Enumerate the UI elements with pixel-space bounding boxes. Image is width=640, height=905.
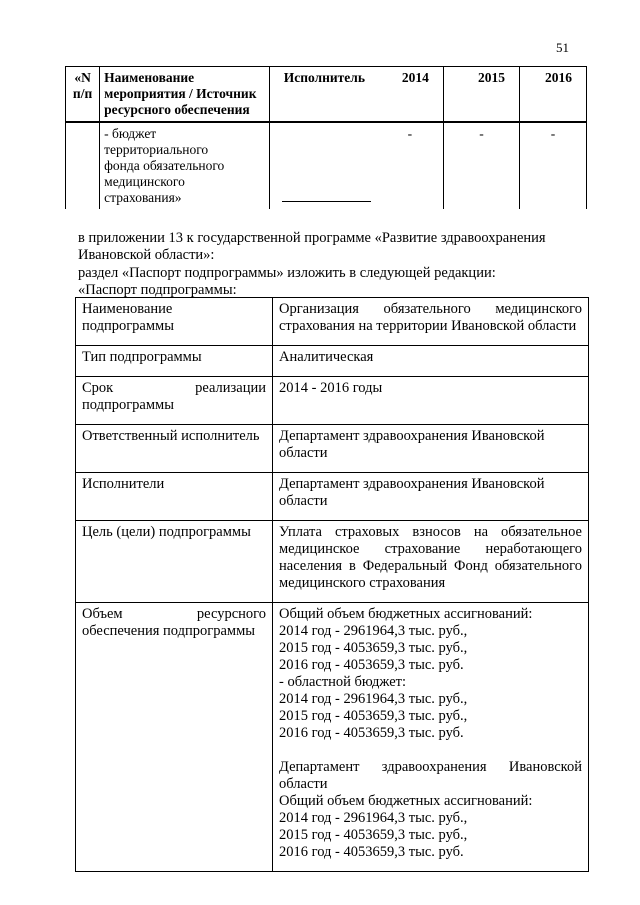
value-line <box>279 301 582 318</box>
row-name <box>100 122 270 209</box>
value-line: страхования на территории Ивановской области <box>279 318 577 334</box>
passport-row-funding <box>76 603 589 872</box>
passport-label <box>76 603 273 872</box>
header-num: «N п/п <box>66 67 100 123</box>
label-line <box>82 606 266 623</box>
top-table <box>65 66 587 209</box>
row-2014: - <box>377 122 443 209</box>
passport-row-responsible <box>76 425 589 473</box>
paragraph-line: в приложении 13 к государственной программе «Развитие здравоохранения <box>78 230 546 246</box>
passport-label: Тип подпрограммы <box>76 346 273 377</box>
label-line: обеспечения подпрограммы <box>82 623 256 639</box>
passport-row-type <box>76 346 589 377</box>
passport-value <box>273 473 589 521</box>
row-name-line: страхования» <box>104 190 182 205</box>
header-2016: 2016 <box>520 67 587 123</box>
passport-row-goal <box>76 521 589 603</box>
top-table-header <box>66 67 587 123</box>
row-executor <box>269 122 377 209</box>
funding-line: 2015 год - 4053659,3 тыс. руб., <box>279 640 468 656</box>
passport-label <box>76 377 273 425</box>
row-2015: - <box>443 122 519 209</box>
label-word: ресурсного <box>196 606 266 622</box>
value-line: области <box>279 493 328 509</box>
value-line: Департамент здравоохранения Ивановской <box>279 428 545 444</box>
passport-label: Цель (цели) подпрограммы <box>76 521 273 603</box>
passport-table <box>75 297 589 872</box>
row-name-line: фонда обязательного <box>104 158 225 173</box>
header-name: Наименование мероприятия / Источник ресурсного обеспечения <box>100 67 270 123</box>
label-word: Срок <box>82 380 114 396</box>
value-word: обязательного <box>383 301 471 317</box>
dept-word: Ивановской <box>508 759 582 775</box>
row-2016: - <box>520 122 587 209</box>
passport-row-executors <box>76 473 589 521</box>
page-number: 51 <box>556 40 569 55</box>
passport-value <box>273 603 589 872</box>
funding-line: - областной бюджет: <box>279 674 407 690</box>
label-word: Объем <box>82 606 123 622</box>
funding-line: Общий объем бюджетных ассигнований: <box>279 606 533 622</box>
funding-line: 2015 год - 4053659,3 тыс. руб., <box>279 827 468 843</box>
funding-line: 2014 год - 2961964,3 тыс. руб., <box>279 691 468 707</box>
funding-line: Общий объем бюджетных ассигнований: <box>279 793 533 809</box>
header-2014: 2014 <box>377 67 443 123</box>
funding-line: 2016 год - 4053659,3 тыс. руб. <box>279 657 464 673</box>
funding-line: области <box>279 776 328 792</box>
value-line: Департамент здравоохранения Ивановской <box>279 476 545 492</box>
passport-label <box>76 298 273 346</box>
row-name-line: медицинского <box>104 174 185 189</box>
label-line: подпрограммы <box>82 318 174 334</box>
row-name-line: - бюджет <box>104 126 157 141</box>
passport-value: Аналитическая <box>273 346 589 377</box>
dept-word: здравоохранения <box>381 759 487 775</box>
table-row <box>66 122 587 209</box>
header-executor: Исполнитель <box>269 67 377 123</box>
passport-value: 2014 - 2016 годы <box>273 377 589 425</box>
funding-line: 2016 год - 4053659,3 тыс. руб. <box>279 844 464 860</box>
header-2015: 2015 <box>443 67 519 123</box>
label-line: Наименование <box>82 301 173 317</box>
paragraph-section: раздел «Паспорт подпрограммы» изложить в следующей редакции: <box>78 265 496 281</box>
passport-value: Уплата страховых взносов на обязательное медицинское страхование неработающего населения в Федеральный Фонд обязательного медицинского страхования <box>273 521 589 603</box>
spacer <box>279 742 582 759</box>
row-num <box>66 122 100 209</box>
value-line: области <box>279 445 328 461</box>
paragraph-appendix <box>78 230 598 264</box>
funding-line: 2014 год - 2961964,3 тыс. руб., <box>279 623 468 639</box>
funding-line: 2014 год - 2961964,3 тыс. руб., <box>279 810 468 826</box>
value-word: Организация <box>279 301 359 317</box>
funding-dept-line <box>279 759 582 776</box>
row-name-line: территориального <box>104 142 209 157</box>
passport-value <box>273 298 589 346</box>
passport-row-period <box>76 377 589 425</box>
passport-row-name <box>76 298 589 346</box>
funding-line: 2015 год - 4053659,3 тыс. руб., <box>279 708 468 724</box>
funding-line: 2016 год - 4053659,3 тыс. руб. <box>279 725 464 741</box>
passport-label: Исполнители <box>76 473 273 521</box>
passport-label: Ответственный исполнитель <box>76 425 273 473</box>
dept-word: Департамент <box>279 759 360 775</box>
label-line: подпрограммы <box>82 397 174 413</box>
paragraph-line: Ивановской области»: <box>78 247 215 263</box>
passport-value <box>273 425 589 473</box>
paragraph-passport-title: «Паспорт подпрограммы: <box>78 282 237 298</box>
value-word: медицинского <box>495 301 582 317</box>
label-word: реализации <box>195 380 266 396</box>
label-line <box>82 380 266 397</box>
